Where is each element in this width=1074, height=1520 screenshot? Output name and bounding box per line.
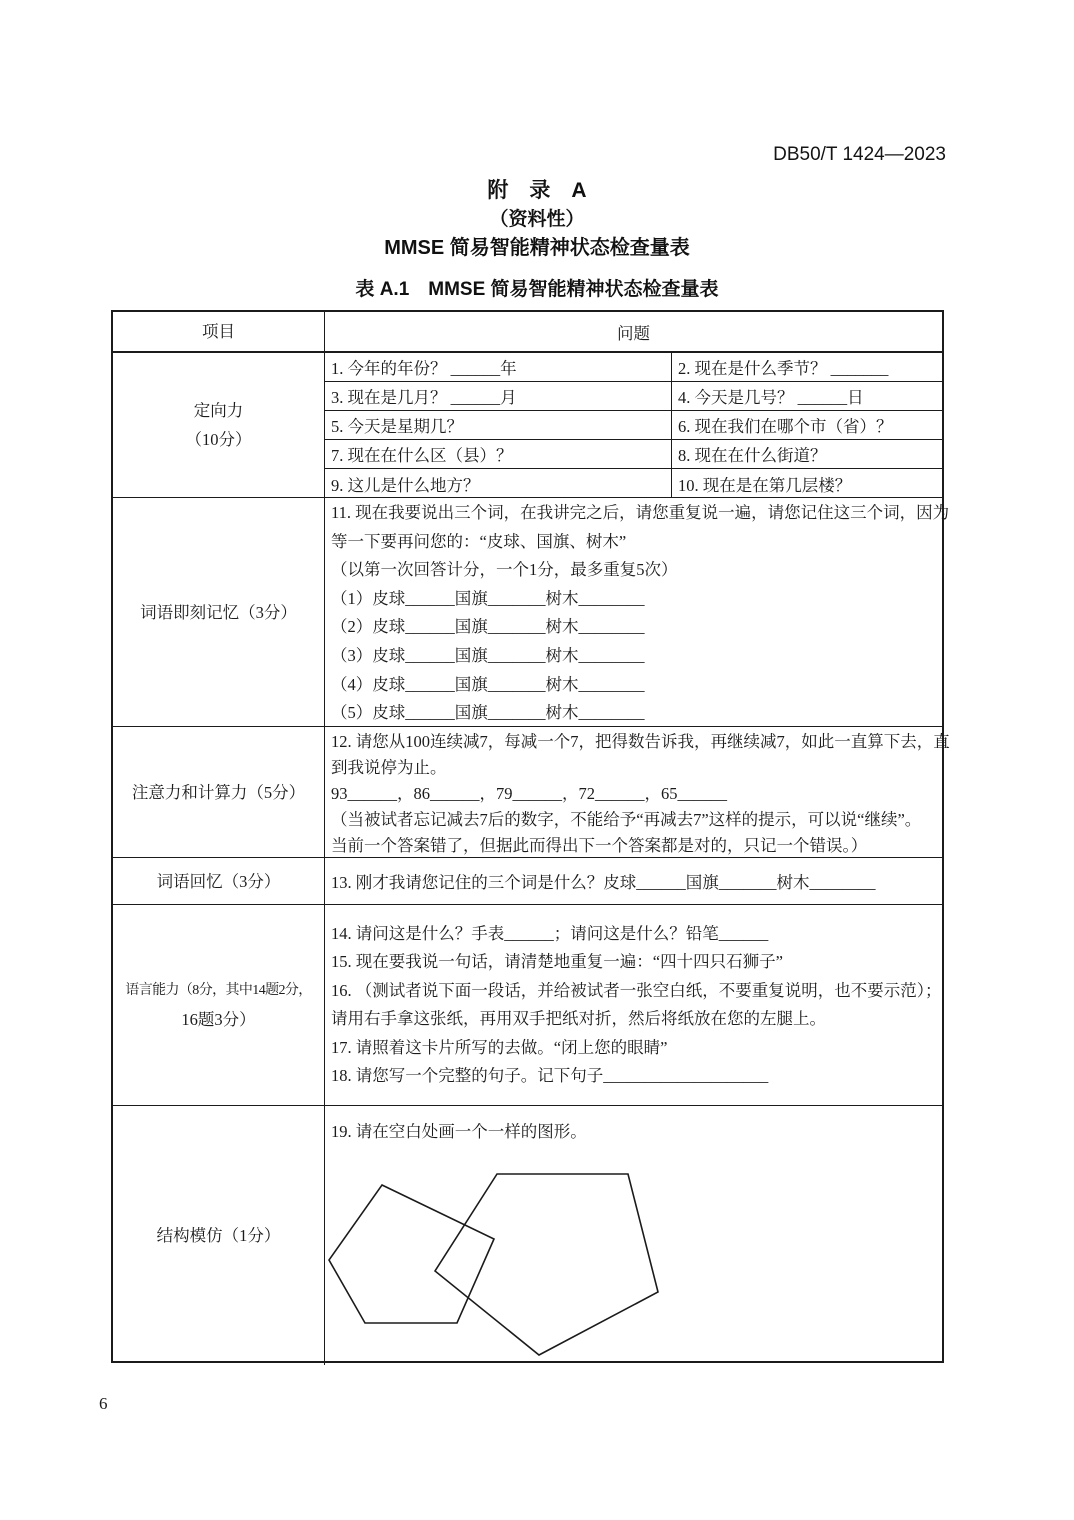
standard-code: DB50/T 1424—2023 [773, 144, 946, 165]
question-11-trial-2: （2）皮球______国旗_______树木________ [331, 617, 645, 637]
question-11-line2: 等一下要再问您的：“皮球、国旗、树木” [331, 531, 627, 551]
question-12-line1: 12. 请您从100连续减7，每减一个7，把得数告诉我，再继续减7，如此一直算下去，直 [331, 732, 950, 751]
orientation-question-7: 7. 现在在什么区（县）？ [325, 440, 672, 469]
page-number: 6 [99, 1394, 108, 1413]
question-12-line2: 到我说停为止。 [331, 758, 447, 777]
column-header-item: 项目 [113, 312, 325, 351]
orientation-question-6: 6. 现在我们在哪个市（省）？ [672, 411, 942, 440]
orientation-question-1: 1. 今年的年份？ ______年 [325, 353, 672, 382]
orientation-label [113, 353, 325, 497]
question-14: 14. 请问这是什么？手表______；请问这是什么？铅笔______ [331, 924, 769, 943]
section-orientation [113, 353, 942, 498]
question-12-note-line1: （当被试者忘记减去7后的数字，不能给予“再减去7”这样的提示，可以说“继续”。 [331, 810, 922, 829]
table-header-row [113, 312, 942, 353]
construction-label: 结构模仿（1分） [113, 1106, 325, 1365]
immediate-recall-questions [325, 498, 957, 728]
question-11-line1: 11. 现在我要说出三个词，在我讲完之后，请您重复说一遍，请您记住这三个词，因为 [331, 503, 950, 522]
question-12-answers: 93______，86______，79______，72______，65______ [331, 784, 727, 803]
question-19: 19. 请在空白处画一个一样的图形。 [331, 1122, 587, 1141]
question-15: 15. 现在要我说一句话，请清楚地重复一遍：“四十四只石狮子” [331, 952, 783, 972]
question-11-trial-5: （5）皮球______国旗_______树木________ [331, 703, 645, 723]
language-label-line1: 语言能力（8分，其中14题2分， [125, 983, 312, 998]
immediate-recall-label: 词语即刻记忆（3分） [113, 498, 325, 726]
orientation-question-4: 4. 今天是几号？ ______日 [672, 382, 942, 411]
question-16-line2: 请用右手拿这张纸，再用双手把纸对折，然后将纸放在您的左腿上。 [331, 1009, 826, 1029]
question-11-trial-1: （1）皮球______国旗_______树木________ [331, 588, 645, 608]
orientation-label-line2: （10分） [185, 430, 252, 449]
informative-subtitle: （资料性） [489, 209, 585, 230]
overlapping-pentagons-figure [325, 1106, 945, 1364]
appendix-title: 附 录 A [487, 179, 587, 202]
mmse-title: MMSE 简易智能精神状态检查量表 [384, 237, 690, 259]
orientation-question-3: 3. 现在是几月？ ______月 [325, 382, 672, 411]
orientation-question-2: 2. 现在是什么季节？ _______ [672, 353, 942, 382]
column-header-question: 问题 [617, 323, 650, 343]
orientation-questions-grid [325, 353, 942, 498]
mmse-table [111, 310, 950, 1363]
question-11-scoring-note: （以第一次回答计分，一个1分，最多重复5次） [331, 560, 678, 580]
section-immediate-recall [113, 498, 950, 727]
orientation-question-8: 8. 现在在什么街道？ [672, 440, 942, 469]
language-label [113, 905, 325, 1105]
table-caption: 表 A.1 MMSE 简易智能精神状态检查量表 [355, 279, 719, 300]
section-construction [113, 1106, 942, 1365]
orientation-question-10: 10. 现在是在第几层楼？ [678, 475, 852, 495]
orientation-question-9: 9. 这儿是什么地方？ [325, 469, 672, 498]
question-13: 13. 刚才我请您记住的三个词是什么？皮球______国旗_______树木________ [331, 873, 876, 892]
question-11-trial-4: （4）皮球______国旗_______树木________ [331, 674, 645, 694]
attention-calculation-questions [325, 727, 958, 859]
question-16-line1: 16. （测试者说下面一段话，并给被试者一张空白纸，不要重复说明，也不要示范）； [331, 980, 942, 1000]
right-pentagon [435, 1174, 658, 1355]
language-label-line2: 16题3分） [181, 1010, 256, 1029]
orientation-label-line1: 定向力 [193, 401, 244, 420]
orientation-question-5: 5. 今天是星期几？ [325, 411, 672, 440]
section-recall [113, 858, 942, 905]
question-18: 18. 请您写一个完整的句子。记下句子____________________ [331, 1066, 769, 1086]
language-questions [325, 905, 950, 1090]
left-pentagon [329, 1185, 494, 1323]
recall-label: 词语回忆（3分） [113, 858, 325, 904]
question-12-note-line2: 当前一个答案错了，但据此而得出下一个答案都是对的，只记一个错误。） [331, 836, 868, 855]
attention-calculation-label: 注意力和计算力（5分） [113, 727, 325, 857]
section-attention-calculation [113, 727, 950, 858]
section-language [113, 905, 942, 1106]
question-17: 17. 请照着这卡片所写的去做。“闭上您的眼睛” [331, 1037, 668, 1057]
question-11-trial-3: （3）皮球______国旗_______树木________ [331, 645, 645, 665]
